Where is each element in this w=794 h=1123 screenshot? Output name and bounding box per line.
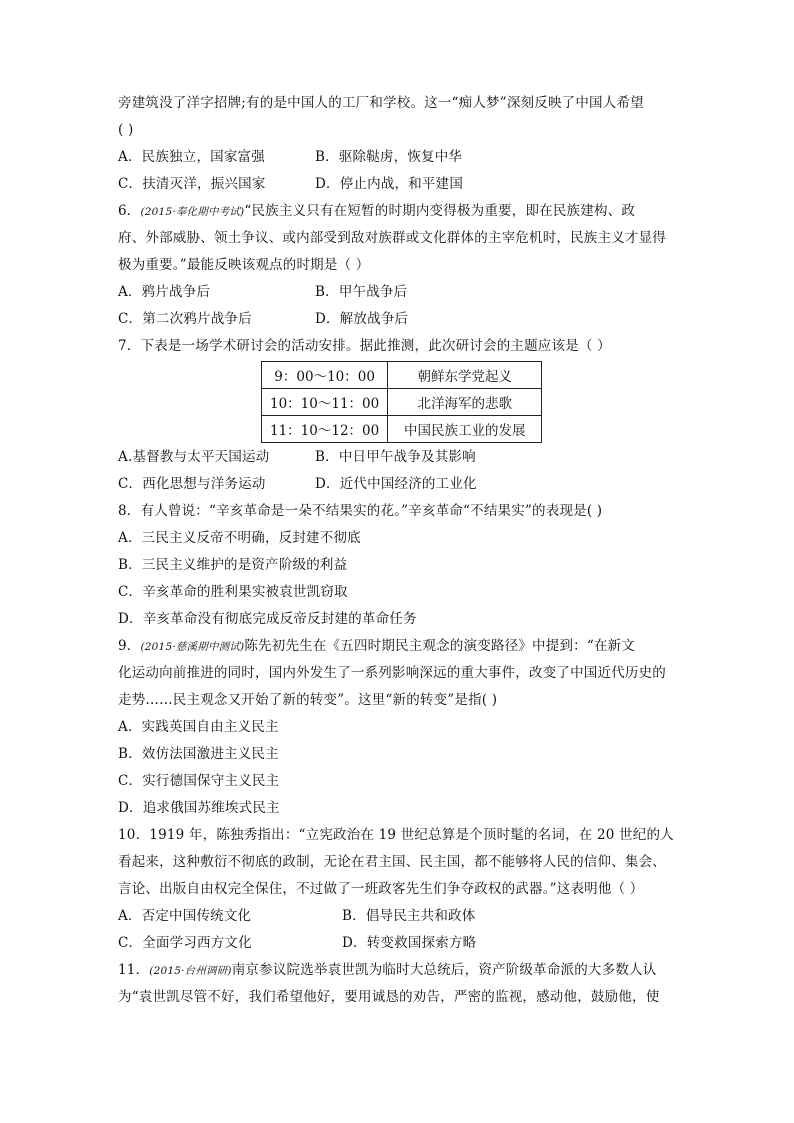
q9-stem-line3: 走势……民主观念又开始了新的转变”。这里“新的转变”是指( ) — [118, 692, 498, 708]
q7-option-d[interactable]: D．近代中国经济的工业化 — [315, 476, 477, 492]
q5-option-a[interactable]: A．民族独立，国家富强 — [118, 149, 265, 165]
schedule-time: 9：00～10：00 — [262, 362, 388, 389]
q9-source: (2015·慈溪期中测试) — [140, 641, 245, 653]
q6-stem-line2: 府、外部威胁、领土争议、或内部受到敌对族群或文化群体的主宰危机时，民族主义才显得 — [118, 230, 666, 246]
q10-option-c[interactable]: C．全面学习西方文化 — [118, 935, 252, 951]
q5-stem-continued: 旁建筑没了洋字招牌;有的是中国人的工厂和学校。这一“痴人梦”深刻反映了中国人希望 — [118, 95, 644, 111]
q6-option-d[interactable]: D．解放战争后 — [315, 311, 409, 327]
q5-option-b[interactable]: B．驱除鞑虏，恢复中华 — [315, 149, 463, 165]
q9-number: 9． — [118, 638, 141, 654]
q8-stem: 8．有人曾说：“辛亥革命是一朵不结果实的花。”辛亥革命“不结果实”的表现是( ) — [118, 503, 603, 519]
schedule-time: 10：10～11：00 — [262, 389, 388, 416]
q10-stem-line1: 10．1919 年，陈独秀指出：“立宪政治在 19 世纪总算是个顶时髦的名词，在 20 世纪的人 — [118, 827, 674, 843]
schedule-event: 中国民族工业的发展 — [388, 416, 542, 443]
q7-option-b[interactable]: B．中日甲午战争及其影响 — [315, 449, 476, 465]
table-row — [262, 362, 542, 389]
q11-stem-line1 — [118, 957, 678, 984]
q6-stem-line1 — [118, 198, 678, 225]
q11-number: 11． — [118, 962, 150, 978]
q6-options-row2 — [118, 306, 678, 333]
q7-options-row2 — [118, 471, 678, 498]
q9-text: 陈先初先生在《五四时期民主观念的演变路径》中提到：“在新文 — [244, 638, 636, 654]
q5-option-d[interactable]: D．停止内战，和平建国 — [315, 176, 464, 192]
table-row — [262, 416, 542, 443]
q6-text: “民族主义只有在短暂的时期内变得极为重要，即在民族建构、政 — [244, 203, 636, 219]
q6-number: 6． — [118, 203, 141, 219]
q10-option-d[interactable]: D．转变救国探索方略 — [342, 935, 477, 951]
exam-page — [118, 90, 678, 1011]
q6-options-row1 — [118, 279, 678, 306]
q5-option-c[interactable]: C．扶清灭洋，振兴国家 — [118, 176, 266, 192]
q7-options-row1 — [118, 444, 678, 471]
q11-source: (2015·台州调研) — [149, 965, 232, 977]
q8-option-a[interactable]: A．三民主义反帝不明确，反封建不彻底 — [118, 530, 361, 546]
table-row — [262, 389, 542, 416]
q7-option-c[interactable]: C．西化思想与洋务运动 — [118, 476, 266, 492]
q5-options-row1 — [118, 144, 678, 171]
schedule-time: 11：10～12：00 — [262, 416, 388, 443]
q8-option-c[interactable]: C．辛亥革命的胜利果实被袁世凯窃取 — [118, 584, 348, 600]
q9-stem-line2: 化运动向前推进的同时，国内外发生了一系列影响深远的重大事件，改变了中国近代历史的 — [118, 665, 666, 681]
q10-options-row2 — [118, 930, 678, 957]
q9-option-b[interactable]: B．效仿法国激进主义民主 — [118, 746, 279, 762]
q5-answer-blank: ( ) — [118, 122, 134, 138]
q11-stem-line2: 为“袁世凯尽管不好，我们希望他好，要用诚恳的劝告，严密的监视，感动他，鼓励他，使 — [118, 989, 660, 1005]
q7-option-a[interactable]: A.基督教与太平天国运动 — [118, 449, 270, 465]
q10-stem-line3: 言论、出版自由权完全保住，不过做了一班政客先生们争夺政权的武器。”这表明他（ ） — [118, 881, 644, 897]
q7-schedule-table — [261, 361, 542, 443]
q6-option-b[interactable]: B．甲午战争后 — [315, 284, 408, 300]
q10-option-a[interactable]: A．否定中国传统文化 — [118, 908, 252, 924]
q6-option-a[interactable]: A．鸦片战争后 — [118, 284, 211, 300]
q6-source: (2015·奉化期中考试) — [140, 206, 245, 218]
q6-stem-line3: 极为重要。”最能反映该观点的时期是（ ） — [118, 257, 370, 273]
q11-text: 南京参议院选举袁世凯为临时大总统后，资产阶级革命派的大多数人认 — [231, 962, 657, 978]
q5-options-row2 — [118, 171, 678, 198]
q10-option-b[interactable]: B．倡导民主共和政体 — [342, 908, 476, 924]
q9-option-a[interactable]: A．实践英国自由主义民主 — [118, 719, 279, 735]
q10-stem-line2: 看起来，这种敷衍不彻底的政制，无论在君主国、民主国，都不能够将人民的信仰、集会、 — [118, 854, 666, 870]
q8-option-d[interactable]: D．辛亥革命没有彻底完成反帝反封建的革命任务 — [118, 611, 417, 627]
q9-option-d[interactable]: D．追求俄国苏维埃式民主 — [118, 800, 280, 816]
q7-stem: 7．下表是一场学术研讨会的活动安排。据此推测，此次研讨会的主题应该是（ ） — [118, 338, 611, 354]
schedule-event: 北洋海军的悲歌 — [388, 389, 542, 416]
q9-stem-line1 — [118, 633, 678, 660]
q8-option-b[interactable]: B．三民主义维护的是资产阶级的利益 — [118, 557, 348, 573]
q10-options-row1 — [118, 903, 678, 930]
q6-option-c[interactable]: C．第二次鸦片战争后 — [118, 311, 252, 327]
schedule-event: 朝鲜东学党起义 — [388, 362, 542, 389]
q9-option-c[interactable]: C．实行德国保守主义民主 — [118, 773, 280, 789]
